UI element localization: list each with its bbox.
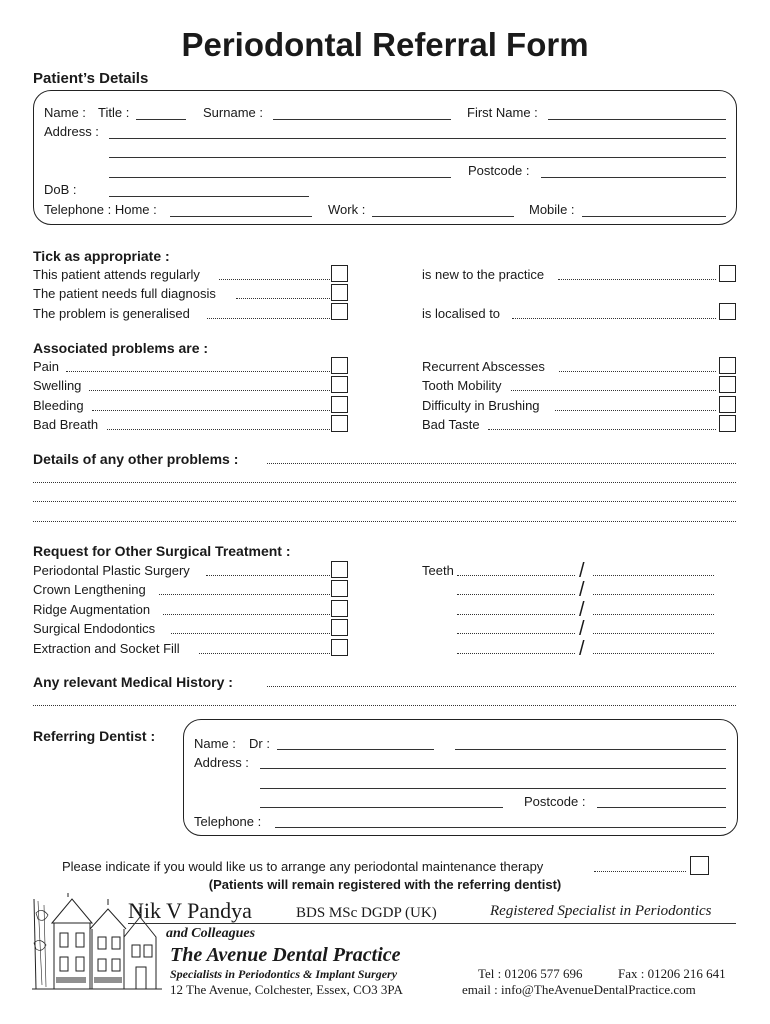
surgical-endodontics-checkbox[interactable] xyxy=(331,619,348,636)
mobile-label: Mobile : xyxy=(529,202,575,217)
dot-leader xyxy=(163,614,330,615)
dentist-address-line-2[interactable] xyxy=(260,788,726,789)
generalised-label: The problem is generalised xyxy=(33,306,190,321)
bleeding-label: Bleeding xyxy=(33,398,84,413)
practice-specialisms: Specialists in Periodontics & Implant Surgery xyxy=(170,967,398,981)
practice-email: email : info@TheAvenueDentalPractice.com xyxy=(462,982,696,997)
address-line-3[interactable] xyxy=(109,177,451,178)
dot-leader xyxy=(236,298,330,299)
teeth-field-2a[interactable] xyxy=(457,594,575,595)
recurrent-abscesses-label: Recurrent Abscesses xyxy=(422,359,545,374)
teeth-field-3b[interactable] xyxy=(593,614,714,615)
dentist-name-label: Name : xyxy=(194,736,236,751)
dentist-address-line-1[interactable] xyxy=(260,768,726,769)
difficulty-brushing-checkbox[interactable] xyxy=(719,396,736,413)
teeth-field-2b[interactable] xyxy=(593,594,714,595)
swelling-checkbox[interactable] xyxy=(331,376,348,393)
teeth-field-1b[interactable] xyxy=(593,575,714,576)
address-line-2[interactable] xyxy=(109,157,726,158)
dot-leader xyxy=(107,429,330,430)
dot-leader xyxy=(66,371,330,372)
dot-leader xyxy=(207,318,330,319)
needs-diagnosis-checkbox[interactable] xyxy=(331,284,348,301)
other-problems-line-3[interactable] xyxy=(33,501,736,502)
dot-leader xyxy=(594,871,686,872)
dot-leader xyxy=(206,575,330,576)
practice-telephone: Tel : 01206 577 696 xyxy=(478,966,583,981)
title-field[interactable] xyxy=(136,119,186,120)
tooth-mobility-checkbox[interactable] xyxy=(719,376,736,393)
dentist-name-field[interactable] xyxy=(277,749,434,750)
first-name-field[interactable] xyxy=(548,119,726,120)
teeth-separator: / xyxy=(579,599,585,621)
dob-field[interactable] xyxy=(109,196,309,197)
other-problems-line-4[interactable] xyxy=(33,521,736,522)
needs-diagnosis-label: The patient needs full diagnosis xyxy=(33,286,216,301)
dot-leader xyxy=(511,390,716,391)
teeth-field-4b[interactable] xyxy=(593,633,714,634)
dot-leader xyxy=(92,410,330,411)
dot-leader xyxy=(488,429,716,430)
maintenance-note: (Patients will remain registered with the referring dentist) xyxy=(208,877,562,892)
dentist-telephone-field[interactable] xyxy=(275,827,726,828)
teeth-field-4a[interactable] xyxy=(457,633,575,634)
dot-leader xyxy=(89,390,330,391)
teeth-separator: / xyxy=(579,618,585,640)
footer-divider xyxy=(128,923,736,924)
form-title: Periodontal Referral Form xyxy=(181,26,589,63)
dot-leader xyxy=(559,371,716,372)
swelling-label: Swelling xyxy=(33,378,82,393)
recurrent-abscesses-checkbox[interactable] xyxy=(719,357,736,374)
specialist-title: Registered Specialist in Periodontics xyxy=(490,903,712,919)
extraction-socket-label: Extraction and Socket Fill xyxy=(33,641,180,656)
telephone-home-label: Telephone : Home : xyxy=(44,202,157,217)
attends-regularly-label: This patient attends regularly xyxy=(33,267,200,282)
teeth-field-5b[interactable] xyxy=(593,653,714,654)
dot-leader xyxy=(219,279,330,280)
surgical-endodontics-label: Surgical Endodontics xyxy=(33,621,156,636)
dentist-dr-label: Dr : xyxy=(249,736,270,751)
surname-label: Surname : xyxy=(203,105,263,120)
patient-details-heading: Patient’s Details xyxy=(33,70,149,87)
dot-leader xyxy=(159,594,330,595)
postcode-label: Postcode : xyxy=(468,163,530,178)
other-problems-line-2[interactable] xyxy=(33,482,736,483)
dob-label: DoB : xyxy=(44,182,77,197)
ridge-augmentation-checkbox[interactable] xyxy=(331,600,348,617)
name-label: Name : xyxy=(44,105,86,120)
new-to-practice-label: is new to the practice xyxy=(422,267,545,282)
dentist-surname-field[interactable] xyxy=(455,749,726,750)
teeth-label: Teeth xyxy=(422,563,454,578)
localised-field[interactable] xyxy=(512,318,716,319)
plastic-surgery-checkbox[interactable] xyxy=(331,561,348,578)
new-to-practice-checkbox[interactable] xyxy=(719,265,736,282)
dot-leader xyxy=(199,653,330,654)
dot-leader xyxy=(555,410,716,411)
other-problems-line-1[interactable] xyxy=(267,463,736,464)
medical-history-line-2[interactable] xyxy=(33,705,736,706)
generalised-checkbox[interactable] xyxy=(331,303,348,320)
localised-label: is localised to xyxy=(422,306,501,321)
attends-regularly-checkbox[interactable] xyxy=(331,265,348,282)
title-label: Title : xyxy=(98,105,130,120)
pain-checkbox[interactable] xyxy=(331,357,348,374)
maintenance-text: Please indicate if you would like us to arrange any periodontal maintenance therapy xyxy=(62,859,544,874)
associated-heading: Associated problems are : xyxy=(33,340,209,356)
surgical-heading: Request for Other Surgical Treatment : xyxy=(33,543,291,559)
first-name-label: First Name : xyxy=(467,105,538,120)
dentist-name: Nik V Pandya xyxy=(128,898,252,923)
dentist-address-line-3[interactable] xyxy=(260,807,503,808)
tooth-mobility-label: Tooth Mobility xyxy=(422,378,502,393)
bad-taste-checkbox[interactable] xyxy=(719,415,736,432)
dentist-qualifications: BDS MSc DGDP (UK) xyxy=(296,905,437,921)
bad-breath-label: Bad Breath xyxy=(33,417,99,432)
bad-breath-checkbox[interactable] xyxy=(331,415,348,432)
dentist-telephone-label: Telephone : xyxy=(194,814,262,829)
crown-lengthening-checkbox[interactable] xyxy=(331,580,348,597)
teeth-field-3a[interactable] xyxy=(457,614,575,615)
bad-taste-label: Bad Taste xyxy=(422,417,480,432)
work-label: Work : xyxy=(328,202,366,217)
medical-history-label: Any relevant Medical History : xyxy=(33,674,233,690)
mobile-field[interactable] xyxy=(582,216,726,217)
pain-label: Pain xyxy=(33,359,60,374)
postcode-field[interactable] xyxy=(541,177,726,178)
and-colleagues: and Colleagues xyxy=(166,926,256,941)
teeth-field-5a[interactable] xyxy=(457,653,575,654)
tick-heading: Tick as appropriate : xyxy=(33,248,170,264)
practice-fax: Fax : 01206 216 641 xyxy=(618,966,726,981)
dot-leader xyxy=(558,279,716,280)
referring-dentist-heading: Referring Dentist : xyxy=(33,728,156,744)
ridge-augmentation-label: Ridge Augmentation xyxy=(33,602,151,617)
teeth-separator: / xyxy=(579,560,585,582)
practice-address: 12 The Avenue, Colchester, Essex, CO3 3PA xyxy=(170,982,403,997)
telephone-home-field[interactable] xyxy=(170,216,312,217)
address-line-1[interactable] xyxy=(109,138,726,139)
crown-lengthening-label: Crown Lengthening xyxy=(33,582,146,597)
practice-name: The Avenue Dental Practice xyxy=(170,944,401,966)
medical-history-line-1[interactable] xyxy=(267,686,736,687)
work-phone-field[interactable] xyxy=(372,216,514,217)
difficulty-brushing-label: Difficulty in Brushing xyxy=(422,398,540,413)
other-problems-label: Details of any other problems : xyxy=(33,451,239,467)
maintenance-checkbox[interactable] xyxy=(690,856,709,875)
dentist-postcode-label: Postcode : xyxy=(524,794,586,809)
teeth-separator: / xyxy=(579,638,585,660)
localised-checkbox[interactable] xyxy=(719,303,736,320)
extraction-socket-checkbox[interactable] xyxy=(331,639,348,656)
teeth-field-1a[interactable] xyxy=(457,575,575,576)
plastic-surgery-label: Periodontal Plastic Surgery xyxy=(33,563,190,578)
dot-leader xyxy=(171,633,330,634)
dentist-postcode-field[interactable] xyxy=(597,807,726,808)
dentist-address-label: Address : xyxy=(194,755,249,770)
surname-field[interactable] xyxy=(273,119,451,120)
address-label: Address : xyxy=(44,124,99,139)
teeth-separator: / xyxy=(579,579,585,601)
bleeding-checkbox[interactable] xyxy=(331,396,348,413)
